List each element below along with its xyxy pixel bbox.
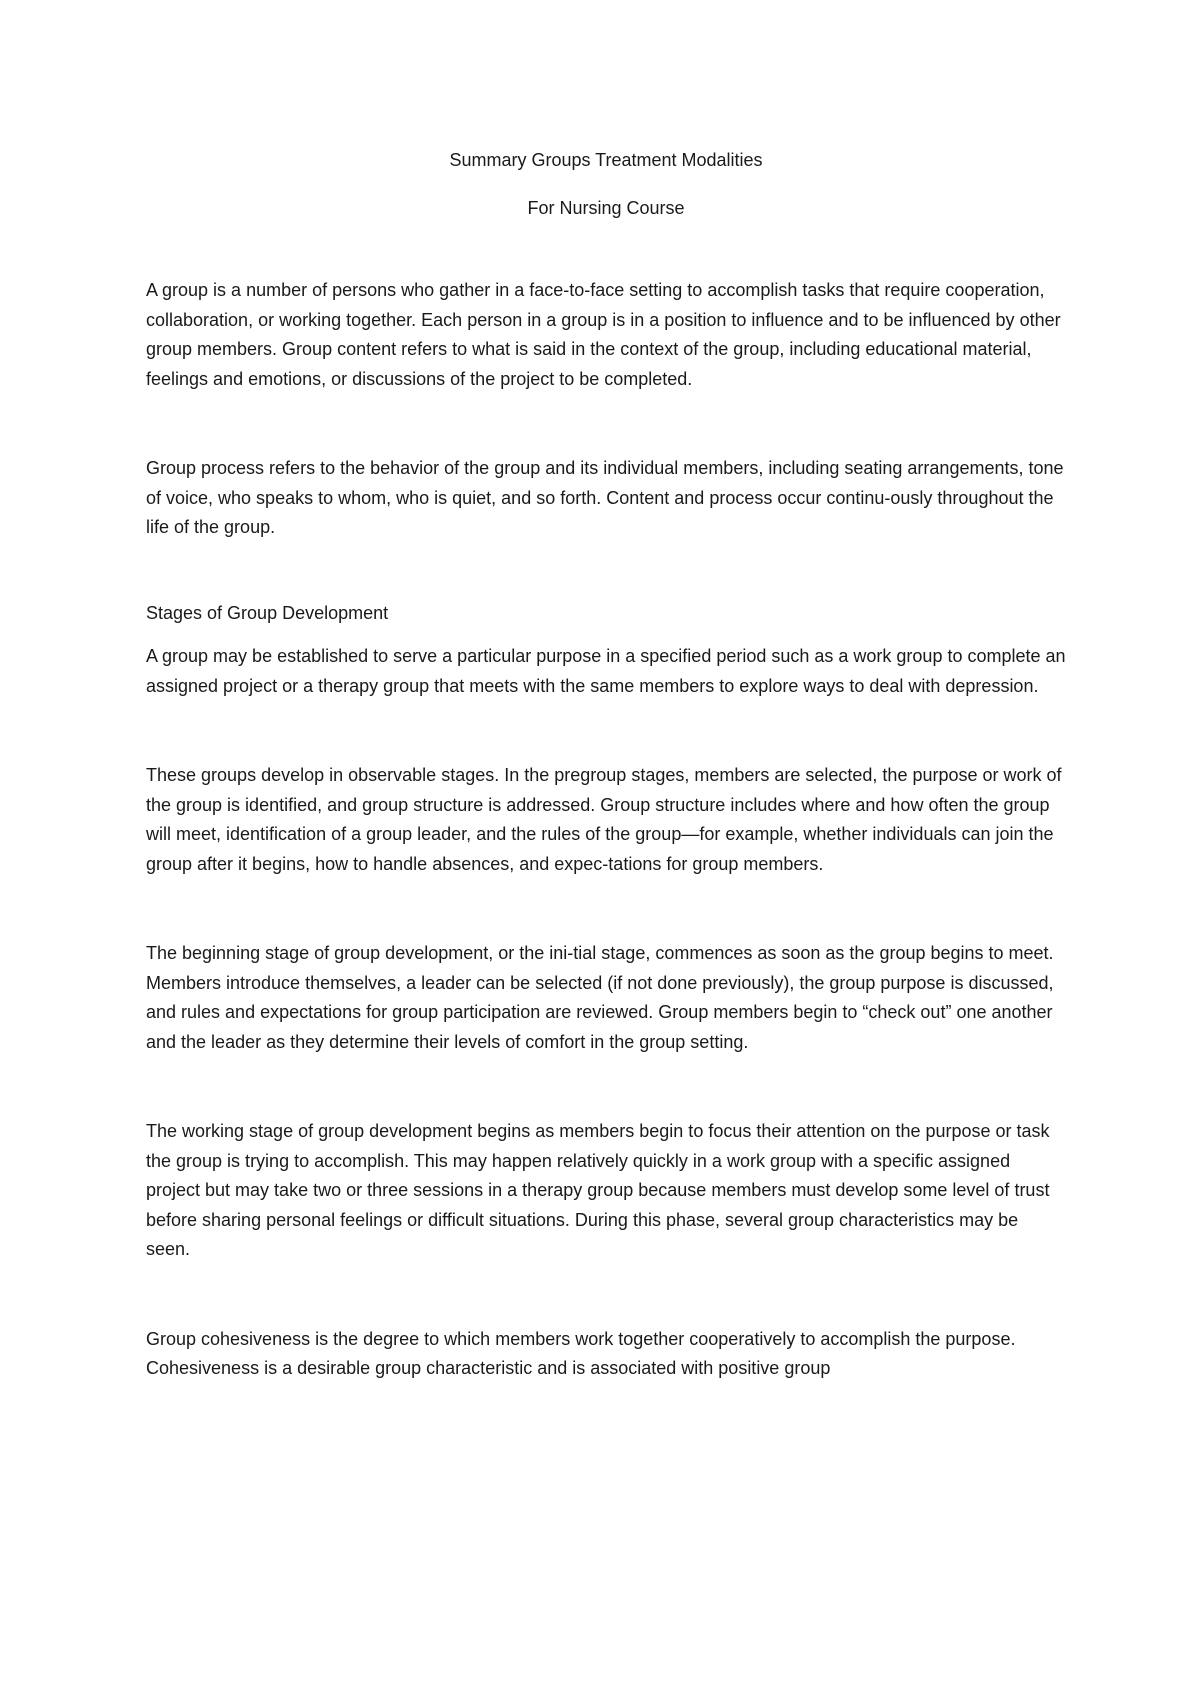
document-subtitle: For Nursing Course [527,198,685,218]
section-heading: Stages of Group Development [146,602,389,623]
paragraph-working-stage: The working stage of group development begins as members begin to focus their attention on the purpose or task the group is trying to accomplish. This may happen relatively quickly in a work group with a specific assigned project but may take two or three sessions in a therapy group because members must develop some level of trust before sharing personal feelings or difficult situations. During this phase, several group characteristics may be seen. [146,1121,1050,1259]
paragraph-group-process: Group process refers to the behavior of the group and its individual members, including seating arrangements, tone of voice, who speaks to whom, who is quiet, and so forth. Content and process occur continu-ously throughout the life of the group. [146,458,1064,537]
document-title: Summary Groups Treatment Modalities [449,150,763,170]
paragraph-pregroup-stages: These groups develop in observable stages. In the pregroup stages, members are selected, the purpose or work of the group is identified, and group structure is addressed. Group structure includes where and how often the group will meet, identification of a group leader, and the rules of the group—for example, whether individuals can join the group after it begins, how to handle absences, and expec-tations for group members. [146,765,1062,874]
paragraph-group-definition: A group is a number of persons who gather in a face-to-face setting to accomplish tasks that require cooperation, collaboration, or working together. Each person in a group is in a position to influence and to be influenced by other group members. Group content refers to what is said in the context of the group, including educational material, feelings and emotions, or discussions of the project to be completed. [146,280,1061,389]
paragraph-group-cohesiveness: Group cohesiveness is the degree to which members work together cooperatively to accomplish the purpose. Cohesiveness is a desirable group characteristic and is associated with positive group [146,1328,1016,1378]
document-body [146,146,1066,1384]
paragraph-beginning-stage: The beginning stage of group development, or the ini-tial stage, commences as soon as the group begins to meet. Members introduce themselves, a leader can be selected (if not done previously), the group purpose is discussed, and rules and expectations for group participation are reviewed. Group members begin to “check out” one another and the leader as they determine their levels of comfort in the group setting. [146,943,1054,1052]
paragraph-group-purpose: A group may be established to serve a particular purpose in a specified period such as a work group to complete an assigned project or a therapy group that meets with the same members to explore ways to deal with depression. [146,646,1066,696]
